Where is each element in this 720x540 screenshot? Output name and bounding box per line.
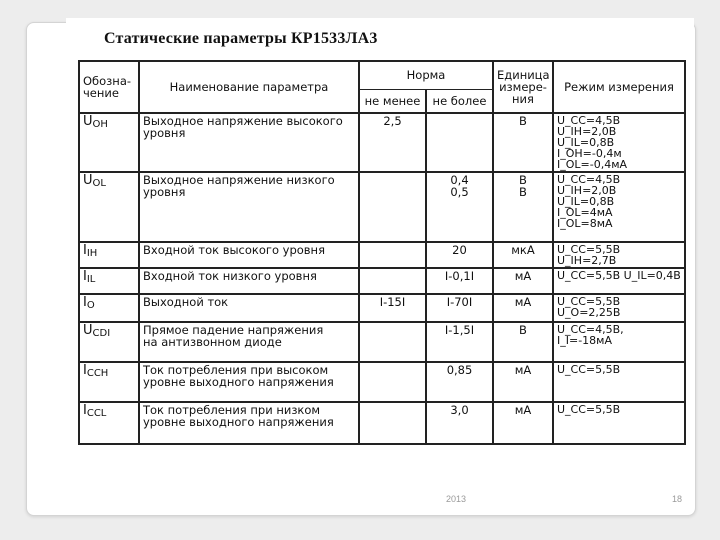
table-row xyxy=(79,294,685,322)
norm-max xyxy=(426,113,493,172)
unit: мА xyxy=(493,402,553,444)
table-row xyxy=(79,242,685,268)
header-mode: Режим измерения xyxy=(553,61,685,113)
unit: мкА xyxy=(493,242,553,268)
parameter-name: Выходной ток xyxy=(139,294,359,322)
measurement-mode: U_CC=5,5В U_IL=0,4В xyxy=(553,268,685,294)
header-designation: Обозна- чение xyxy=(79,61,139,113)
norm-max: 0,85 xyxy=(426,362,493,402)
parameter-symbol: $I_{IL}$ xyxy=(79,268,139,294)
parameter-symbol: $I_O$ xyxy=(79,294,139,322)
footer-year: 2013 xyxy=(446,494,467,504)
header-name: Наименование параметра xyxy=(139,61,359,113)
parameter-name: Входной ток низкого уровня xyxy=(139,268,359,294)
measurement-mode: U_CC=4,5В, I_I=-18мА xyxy=(553,322,685,362)
parameter-name: Прямое падение напряжения на антизвонном диоде xyxy=(139,322,359,362)
parameter-symbol: $I_{CCH}$ xyxy=(79,362,139,402)
norm-max: 20 xyxy=(426,242,493,268)
parameter-name: Выходное напряжение низкого уровня xyxy=(139,172,359,242)
unit: мА xyxy=(493,362,553,402)
norm-min xyxy=(359,242,426,268)
table-row xyxy=(79,362,685,402)
header-min: не менее xyxy=(359,89,426,113)
page-number: 18 xyxy=(672,494,683,504)
header-max: не более xyxy=(426,89,493,113)
header-unit: Единица измере- ния xyxy=(493,61,553,113)
parameters-table xyxy=(78,60,686,445)
parameter-symbol: $U_{CDI}$ xyxy=(79,322,139,362)
parameter-symbol: $U_{OL}$ xyxy=(79,172,139,242)
norm-max: 0,4 0,5 xyxy=(426,172,493,242)
unit: В В xyxy=(493,172,553,242)
parameter-name: Ток потребления при высоком уровне выходного напряжения xyxy=(139,362,359,402)
table-row xyxy=(79,172,685,242)
norm-min xyxy=(359,268,426,294)
norm-max: I-0,1I xyxy=(426,268,493,294)
measurement-mode: U_CC=5,5В U_IH=2,7В xyxy=(553,242,685,268)
document-title: Статические параметры КР1533ЛА3 xyxy=(104,30,378,47)
norm-min: 2,5 xyxy=(359,113,426,172)
parameter-name: Входной ток высокого уровня xyxy=(139,242,359,268)
parameter-name: Ток потребления при низком уровне выходного напряжения xyxy=(139,402,359,444)
table-row xyxy=(79,322,685,362)
norm-min: I-15I xyxy=(359,294,426,322)
measurement-mode: U_CC=4,5В U_IH=2,0В U_IL=0,8В I_OH=-0,4м I_OL=-0,4мА xyxy=(553,113,685,172)
measurement-mode: U_CC=4,5В U_IH=2,0В U_IL=0,8В I_OL=4мА I_OL=8мА xyxy=(553,172,685,242)
measurement-mode: U_CC=5,5В xyxy=(553,402,685,444)
unit: В xyxy=(493,322,553,362)
parameter-symbol: $I_{IH}$ xyxy=(79,242,139,268)
unit: В xyxy=(493,113,553,172)
parameter-symbol: $U_{OH}$ xyxy=(79,113,139,172)
norm-max: 3,0 xyxy=(426,402,493,444)
table-row xyxy=(79,113,685,172)
table-row xyxy=(79,268,685,294)
unit: мА xyxy=(493,268,553,294)
table-row xyxy=(79,402,685,444)
unit: мА xyxy=(493,294,553,322)
parameter-name: Выходное напряжение высокого уровня xyxy=(139,113,359,172)
measurement-mode: U_CC=5,5В xyxy=(553,362,685,402)
norm-min xyxy=(359,172,426,242)
norm-max: I-1,5I xyxy=(426,322,493,362)
header-norm: Норма xyxy=(359,61,493,89)
norm-min xyxy=(359,402,426,444)
measurement-mode: U_CC=5,5В U_O=2,25В xyxy=(553,294,685,322)
norm-min xyxy=(359,322,426,362)
parameter-symbol: $I_{CCL}$ xyxy=(79,402,139,444)
norm-min xyxy=(359,362,426,402)
norm-max: I-70I xyxy=(426,294,493,322)
